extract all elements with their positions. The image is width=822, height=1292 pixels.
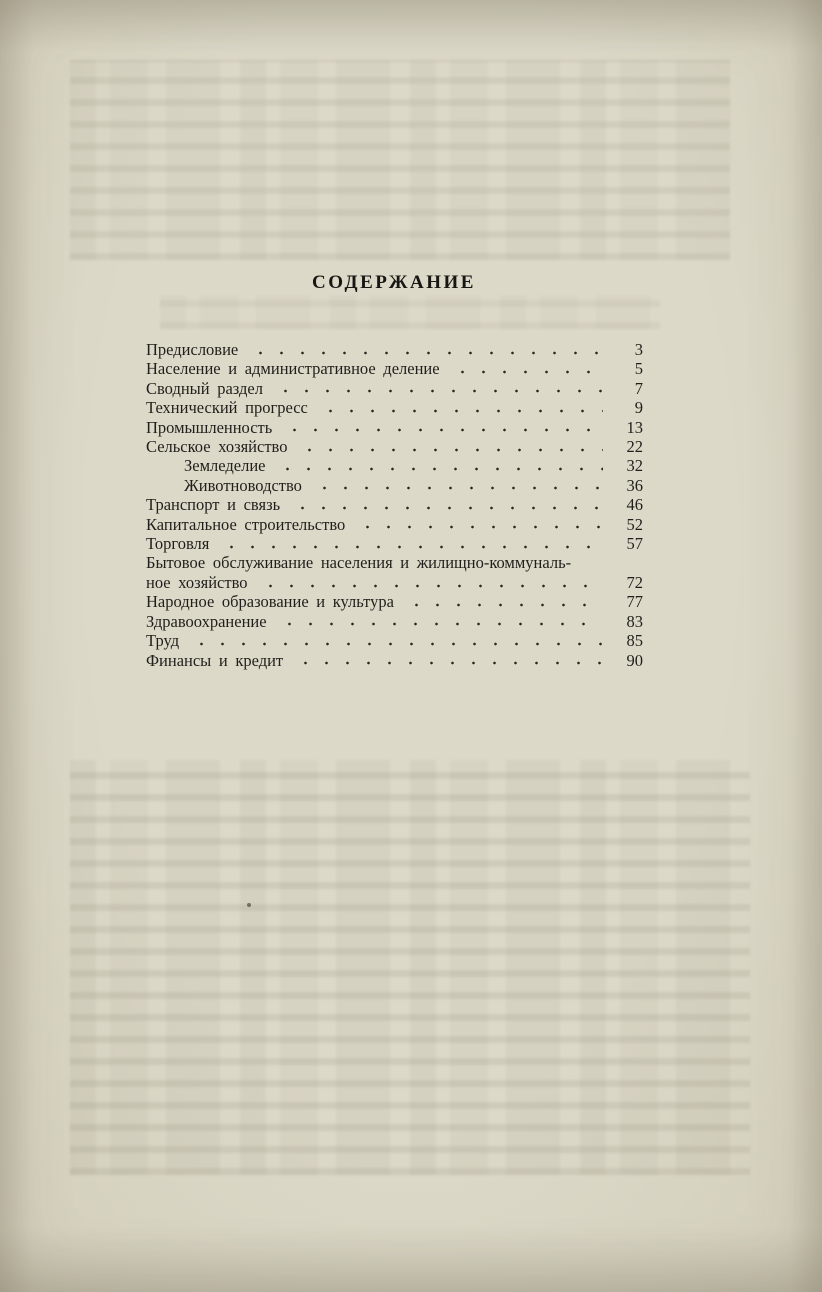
page-number: 83 — [626, 611, 643, 631]
toc-entry-title: Капитальное строительство — [146, 514, 346, 534]
toc-entry — [146, 651, 643, 670]
page-number: 7 — [634, 378, 643, 398]
dot-leader — [452, 359, 603, 378]
bleedthrough-artifact-top — [70, 60, 730, 260]
dot-leader — [279, 612, 603, 631]
dot-leader — [221, 534, 603, 553]
dot-leader — [275, 379, 603, 398]
toc-entry — [146, 553, 643, 592]
toc-entry-title: Бытовое обслуживание населения и жилищно-коммуналь- — [146, 553, 572, 573]
toc-entry-title: Труд — [146, 631, 180, 651]
toc-entry-title: Транспорт и связь — [146, 495, 281, 515]
page-number: 52 — [626, 514, 643, 534]
page-number: 3 — [634, 340, 643, 359]
page-number: 77 — [626, 592, 643, 612]
toc-entry-title: Сводный раздел — [146, 378, 263, 398]
dot-leader — [406, 592, 603, 611]
page-number: 90 — [626, 650, 643, 670]
page-number: 46 — [626, 495, 643, 515]
dot-leader — [314, 476, 603, 495]
dot-leader — [260, 573, 603, 592]
toc-entry — [146, 359, 643, 378]
dot-leader — [357, 515, 603, 534]
toc-entry — [146, 418, 643, 437]
page-number: 9 — [634, 398, 643, 418]
toc-entry-title: Технический прогресс — [146, 398, 308, 418]
toc-entry-title: Торговля — [146, 534, 210, 554]
toc-entry-title: Финансы и кредит — [146, 650, 284, 670]
toc-entry — [146, 398, 643, 417]
toc-entry-title: Здравоохранение — [146, 611, 267, 631]
dot-leader — [284, 418, 603, 437]
page-number: 13 — [626, 417, 643, 437]
dot-leader — [277, 456, 603, 475]
toc-entry — [146, 379, 643, 398]
ink-speck-artifact — [247, 903, 251, 907]
toc-list — [146, 340, 643, 670]
page-number: 22 — [626, 437, 643, 457]
toc-entry — [146, 612, 643, 631]
toc-entry-title: Сельское хозяйство — [146, 437, 288, 457]
toc-entry-title: Животноводство — [184, 475, 302, 495]
toc-entry-title: Население и административное деление — [146, 359, 440, 379]
toc-entry-title: Народное образование и культура — [146, 592, 394, 612]
dot-leader — [191, 631, 603, 650]
dot-leader — [320, 398, 603, 417]
dot-leader — [295, 651, 603, 670]
toc-entry — [146, 437, 643, 456]
page-number: 36 — [626, 475, 643, 495]
toc-entry-title: Земледелие — [184, 456, 266, 476]
page-number: 72 — [626, 572, 643, 592]
toc-entry — [146, 495, 643, 514]
page-title: СОДЕРЖАНИЕ — [312, 272, 476, 293]
toc-entry — [146, 534, 643, 553]
page-number: 57 — [626, 534, 643, 554]
page-number: 5 — [634, 359, 643, 379]
toc-entry — [146, 340, 643, 359]
bleedthrough-artifact-bottom — [70, 760, 750, 1175]
toc-entry-title: Промышленность — [146, 417, 273, 437]
dot-leader — [292, 495, 603, 514]
toc-entry-title-continued: ное хозяйство — [146, 572, 248, 592]
toc-entry — [146, 515, 643, 534]
toc-entry — [146, 456, 643, 475]
page-number: 32 — [626, 456, 643, 476]
toc-entry-title: Предисловие — [146, 340, 239, 359]
toc-entry — [146, 592, 643, 611]
dot-leader — [250, 340, 603, 359]
page-number: 85 — [626, 631, 643, 651]
dot-leader — [299, 437, 603, 456]
toc-entry — [146, 476, 643, 495]
bleedthrough-artifact-middle — [160, 295, 660, 329]
toc-entry — [146, 631, 643, 650]
